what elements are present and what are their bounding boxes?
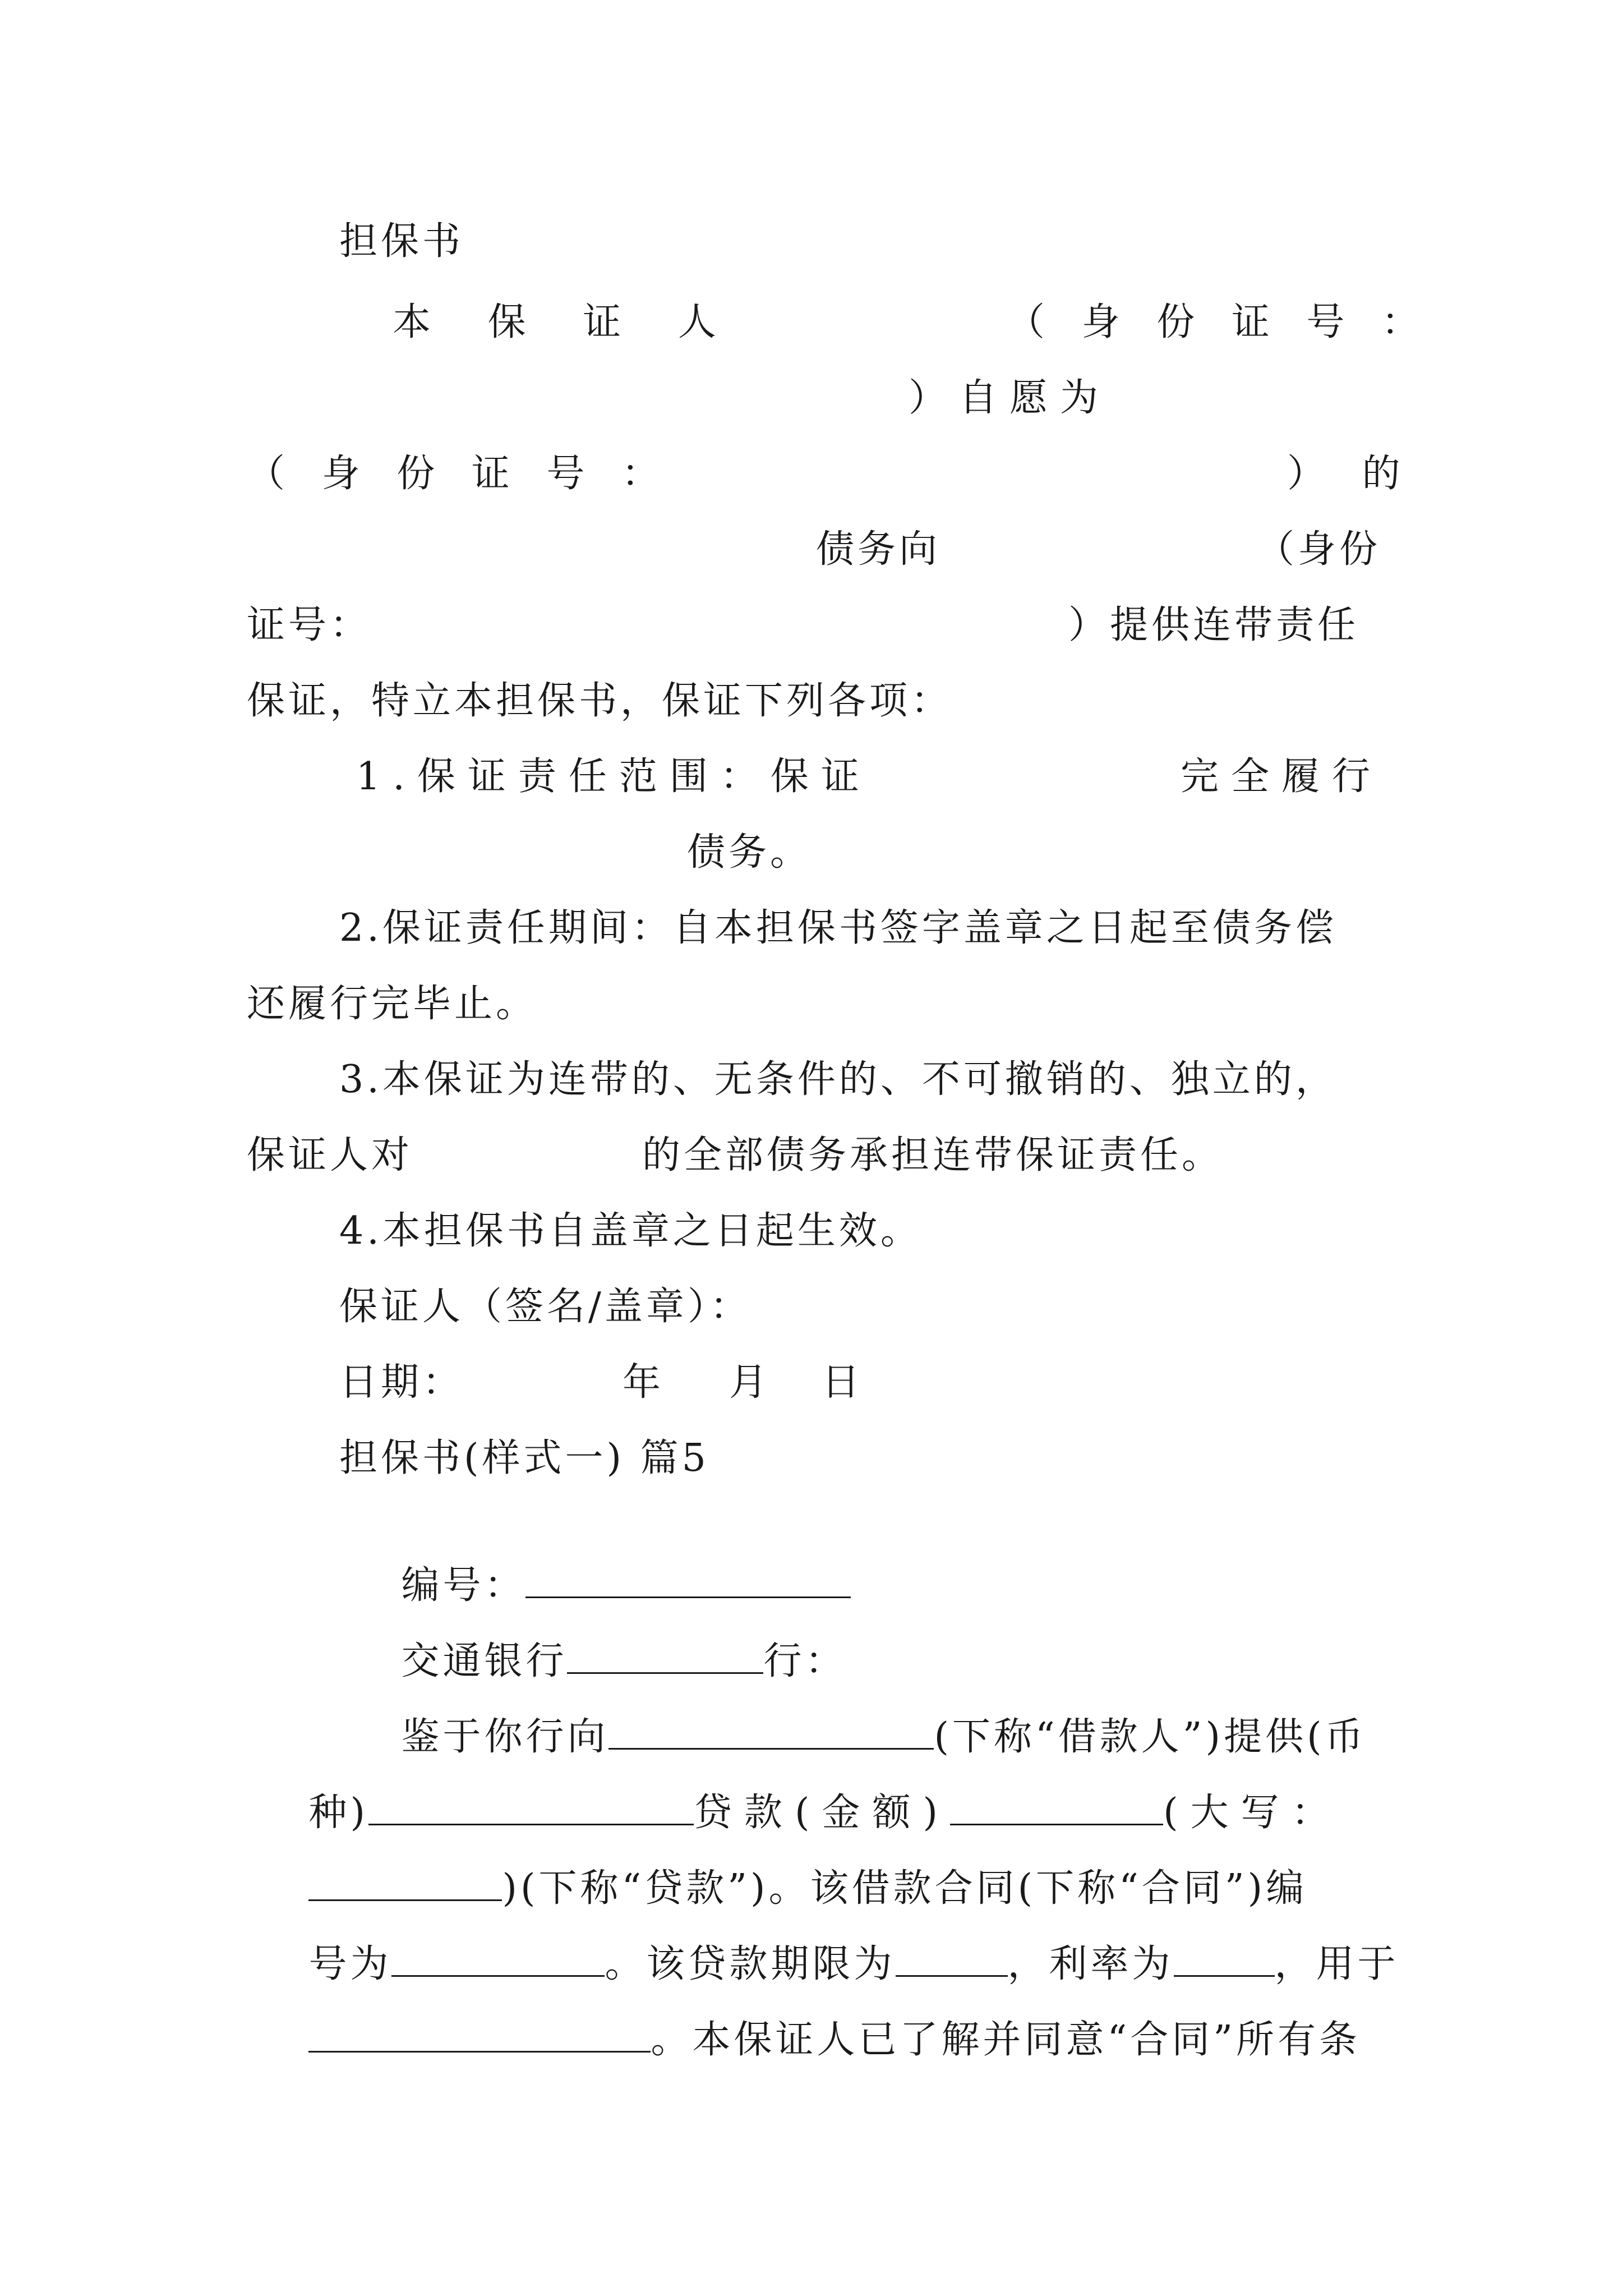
para1-line1b: （ 身 份 证 号 ：: [1007, 300, 1432, 344]
s5-p4d: ，用于: [1274, 1942, 1399, 1986]
signature-label: 保证人（签名/盖章）：: [339, 1285, 751, 1329]
s5-p4a: 号为: [308, 1942, 392, 1986]
para1-line4a: 债务向: [816, 527, 941, 572]
para1-line3a: （ 身 份 证 号 ：: [247, 452, 672, 496]
para1-line6: 保证，特立本担保书，保证下列各项：: [247, 679, 953, 723]
para1-line5b: ）提供连带责任: [1068, 603, 1359, 647]
item2-line1: 2.保证责任期间：自本担保书签字盖章之日起至债务偿: [339, 906, 1337, 950]
s5-p2a: 种): [308, 1791, 368, 1835]
purpose-blank[interactable]: [308, 2014, 651, 2053]
para1-line3b: ） 的: [1287, 452, 1413, 496]
date-month: 月: [729, 1360, 771, 1405]
para1-line5a: 证号：: [247, 603, 372, 647]
item3-line2b: 的全部债务承担连带保证责任。: [642, 1133, 1224, 1177]
doc-title: 担保书: [339, 219, 464, 264]
s5-p2c: (大写：: [1163, 1791, 1342, 1835]
s5-p5: 。本保证人已了解并同意“合同”所有条: [651, 2018, 1361, 2062]
date-year: 年: [623, 1360, 665, 1405]
s5-p4c: ，利率为: [1007, 1942, 1174, 1986]
section5-line5: [247, 1963, 1361, 2116]
item1-line1b: 完全履行: [1181, 754, 1383, 799]
item4: 4.本担保书自盖章之日起生效。: [339, 1209, 922, 1253]
para1-line1a: 本 保 证 人: [393, 300, 739, 344]
item1-line1a: 1.保证责任范围：保证: [356, 754, 872, 799]
section5-heading: 担保书(样式一) 篇5: [339, 1436, 709, 1480]
para1-line2: ）自愿为: [909, 376, 1111, 420]
para1-line4b: （身份: [1256, 527, 1381, 572]
item2-line2: 还履行完毕止。: [247, 982, 538, 1026]
item3-line2a: 保证人对: [247, 1133, 413, 1177]
date-day: 日: [822, 1360, 864, 1405]
item3-line1: 3.本保证为连带的、无条件的、不可撤销的、独立的，: [339, 1057, 1337, 1102]
date-label: 日期：: [339, 1360, 464, 1405]
s5-p3a: )(下称“贷款”)。该借款合同(下称“合同”)编: [502, 1866, 1308, 1911]
s5-p1a: 鉴于你行向: [401, 1715, 609, 1759]
number-label: 编号：: [401, 1563, 526, 1608]
s5-p4b: 。该贷款期限为: [605, 1942, 896, 1986]
s5-p1b: (下称“借款人”)提供(币: [934, 1715, 1367, 1759]
bank-prefix: 交通银行: [401, 1639, 568, 1683]
s5-p2b: 贷款(金额): [694, 1791, 951, 1835]
bank-suffix: 行：: [763, 1639, 847, 1683]
item1-line2: 债务。: [687, 830, 812, 875]
